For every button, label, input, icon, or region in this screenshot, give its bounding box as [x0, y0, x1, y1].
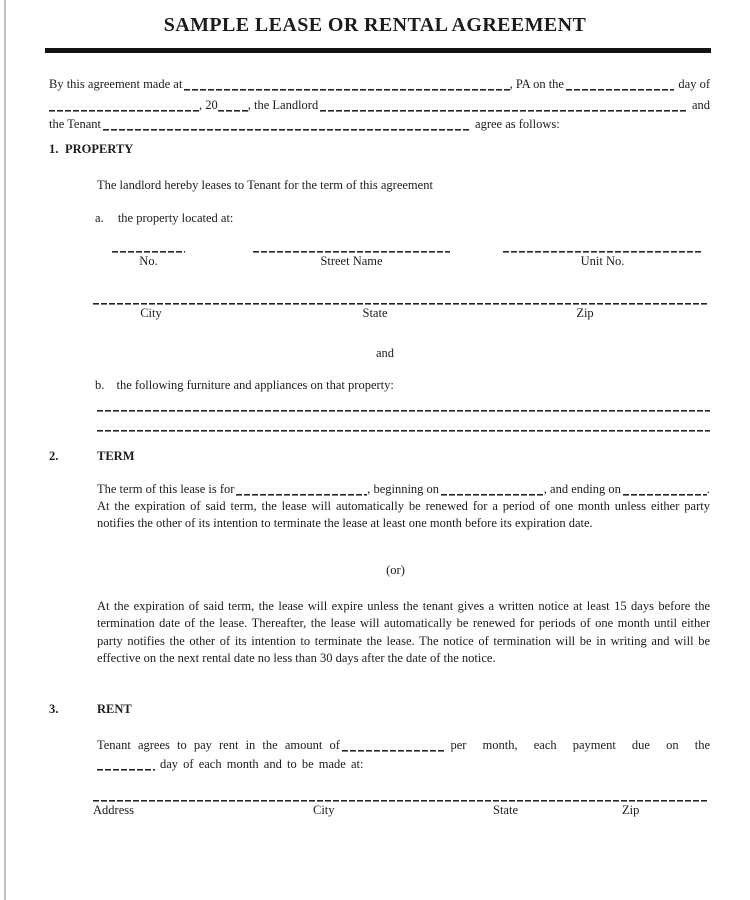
intro-line-2 — [49, 95, 710, 115]
item-a-text: the property located at: — [117, 211, 234, 225]
section-1-heading — [49, 142, 133, 157]
blank-month — [49, 95, 199, 112]
label-unit-no: Unit No. — [580, 254, 625, 268]
section-1-title: PROPERTY — [65, 142, 134, 156]
intro-text-and: and — [691, 98, 710, 112]
field-no — [112, 239, 185, 269]
term-paragraph-2: At the expiration of said term, the lease will expire unless the tenant gives a written notice at least 15 days before the termination date of the lease. Thereafter, the lease will automatically be renewed for periods of one month until either party notifies the other of its intention to terminate the lease. The notice of termination will be in writing and will be effective on the next rental date no less than 30 days after the date of the notice. — [97, 599, 710, 666]
intro-text-20: , 20 — [199, 98, 218, 112]
label-rent-zip: Zip — [622, 803, 640, 817]
section-3-title: RENT — [97, 702, 132, 716]
intro-text-agree: agree as follows: — [475, 117, 560, 131]
intro-line-1 — [49, 74, 710, 94]
section-2-title: TERM — [97, 449, 135, 463]
term-text-ending: , and ending on — [543, 482, 621, 496]
label-rent-address: Address — [93, 803, 134, 817]
term-paragraph-1 — [97, 481, 710, 532]
field-street-name — [253, 239, 450, 269]
rent-address-row — [93, 788, 708, 820]
label-rent-city: City — [313, 803, 335, 817]
term-paragraph-1-text: At the expiration of said term, the lease will automatically be renewed for a period of one month unless either party notifies the other of its intention to terminate the lease at least one month before its expiration date. — [97, 499, 710, 531]
blank-rent-address — [93, 788, 708, 802]
intro-line-3 — [49, 114, 710, 134]
and-conjunction: and — [375, 346, 395, 360]
item-b-row — [95, 378, 394, 393]
label-street-name: Street Name — [320, 254, 383, 268]
blank-year — [218, 95, 248, 112]
page-edge-line — [4, 0, 6, 900]
blank-rent-amount — [342, 736, 447, 752]
intro-text-the-tenant: the Tenant — [49, 117, 102, 131]
rent-text-amount-of: Tenant agrees to pay rent in the amount of — [97, 738, 340, 752]
intro-text-pa-on-the: , PA on the — [509, 77, 564, 91]
item-a-label: a. — [95, 211, 104, 225]
term-first-line — [97, 481, 710, 498]
label-city: City — [140, 306, 162, 320]
section-2-number: 2. — [49, 449, 59, 463]
term-text-period: . — [706, 482, 710, 496]
blank-begin-date — [441, 481, 544, 496]
intro-text-made-at: By this agreement made at — [49, 77, 183, 91]
or-label: (or) — [386, 563, 405, 577]
term-text-lease-for: The term of this lease is for — [97, 482, 235, 496]
label-state: State — [362, 306, 388, 320]
section-3-heading — [49, 702, 132, 717]
item-a-row — [95, 211, 233, 226]
rent-text-per-month: per month, each payment due on the — [450, 738, 710, 752]
section-3-number: 3. — [49, 702, 59, 716]
term-text-beginning: , beginning on — [367, 482, 440, 496]
rent-line-1 — [97, 736, 710, 754]
blank-landlord-name — [320, 95, 688, 112]
property-lead-text: The landlord hereby leases to Tenant for the term of this agreement — [97, 178, 433, 192]
blank-end-date — [623, 481, 707, 496]
label-zip: Zip — [576, 306, 594, 320]
title-divider-rule — [45, 48, 711, 53]
rent-text-day-of-month: day of each month and to be made at: — [160, 757, 364, 771]
label-rent-state: State — [493, 803, 518, 817]
blank-furniture-line-2 — [97, 417, 710, 432]
section-2-heading — [49, 449, 135, 464]
field-city-state-zip — [93, 291, 708, 323]
intro-text-day-of: day of — [678, 77, 710, 91]
document-title: SAMPLE LEASE OR RENTAL AGREEMENT — [163, 14, 587, 36]
blank-unit-no — [503, 239, 702, 253]
blank-street-name — [253, 239, 450, 253]
rent-line-2 — [97, 755, 710, 773]
blank-furniture-line-1 — [97, 397, 710, 412]
section-1-number: 1. — [49, 142, 59, 156]
label-no: No. — [139, 254, 158, 268]
blank-term-length — [236, 481, 367, 496]
blank-city-state-zip — [93, 291, 708, 305]
field-unit-no — [503, 239, 702, 269]
blank-tenant-name — [103, 114, 469, 131]
blank-agreement-place — [184, 74, 509, 91]
item-b-text: the following furniture and appliances on that property: — [116, 378, 394, 392]
blank-day — [566, 74, 674, 91]
item-b-label: b. — [95, 378, 105, 392]
blank-street-number — [112, 239, 185, 253]
intro-text-the-landlord: , the Landlord — [247, 98, 319, 112]
blank-due-day — [97, 755, 155, 771]
